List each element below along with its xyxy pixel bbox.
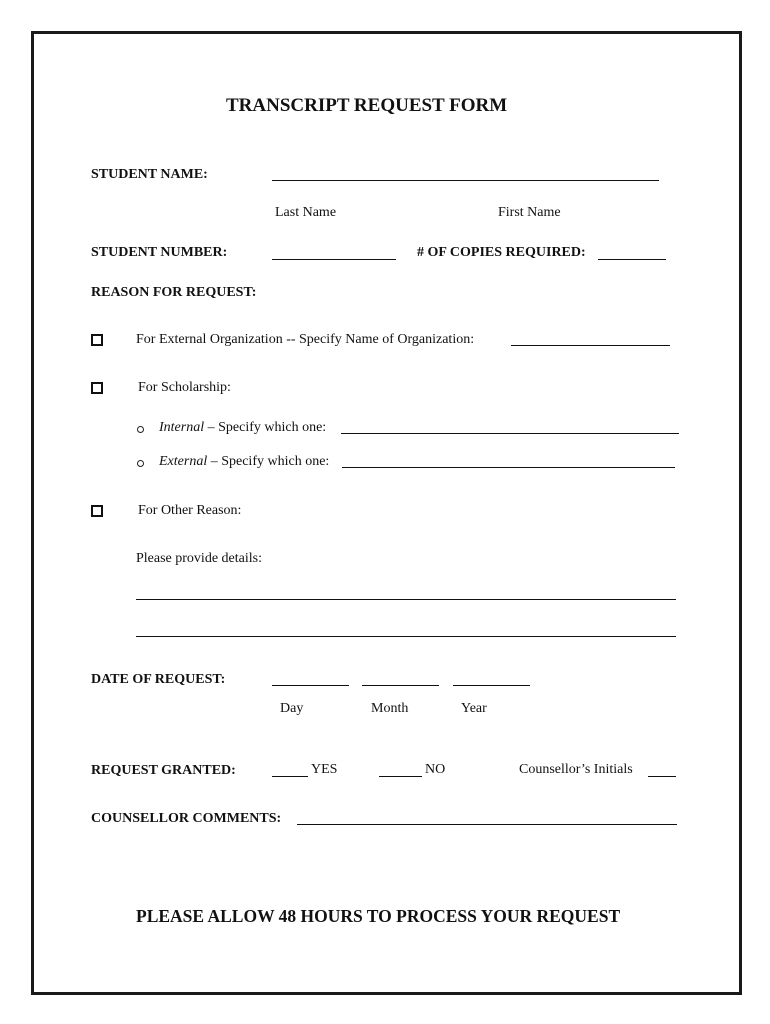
other-reason-checkbox[interactable]	[91, 505, 103, 517]
external-bullet	[137, 460, 144, 467]
internal-emphasis: Internal	[159, 420, 205, 435]
copies-label: # OF COPIES REQUIRED:	[417, 245, 586, 260]
external-scholarship-field[interactable]	[342, 467, 675, 468]
details-prompt: Please provide details:	[136, 551, 262, 566]
student-name-label: STUDENT NAME:	[91, 167, 208, 182]
internal-bullet	[137, 426, 144, 433]
form-title: TRANSCRIPT REQUEST FORM	[226, 95, 508, 116]
student-number-field[interactable]	[272, 259, 396, 260]
day-hint: Day	[280, 701, 304, 716]
external-specify-text: – Specify which one:	[207, 454, 330, 469]
external-emphasis: External	[159, 454, 208, 469]
date-label: DATE OF REQUEST:	[91, 672, 226, 687]
other-reason-label: For Other Reason:	[138, 503, 242, 518]
year-hint: Year	[461, 701, 487, 716]
comments-field[interactable]	[297, 824, 677, 825]
processing-notice: PLEASE ALLOW 48 HOURS TO PROCESS YOUR REQUEST	[136, 906, 621, 926]
no-label: NO	[425, 762, 446, 777]
internal-scholarship-label	[159, 421, 326, 435]
yes-label: YES	[311, 762, 338, 777]
year-field[interactable]	[453, 685, 530, 686]
initials-label: Counsellor’s Initials	[519, 762, 633, 777]
granted-label: REQUEST GRANTED:	[91, 763, 236, 778]
month-field[interactable]	[362, 685, 439, 686]
first-name-hint: First Name	[498, 205, 561, 220]
details-line-1[interactable]	[136, 599, 676, 600]
yes-field[interactable]	[272, 776, 308, 777]
external-org-label: For External Organization -- Specify Name of Organization:	[136, 332, 475, 347]
external-scholarship-label	[159, 455, 329, 469]
external-org-checkbox[interactable]	[91, 334, 103, 346]
student-name-field[interactable]	[272, 180, 659, 181]
organization-name-field[interactable]	[511, 345, 670, 346]
no-field[interactable]	[379, 776, 422, 777]
details-line-2[interactable]	[136, 636, 676, 637]
last-name-hint: Last Name	[275, 205, 337, 220]
day-field[interactable]	[272, 685, 349, 686]
month-hint: Month	[371, 701, 409, 716]
reason-label: REASON FOR REQUEST:	[91, 285, 257, 300]
copies-field[interactable]	[598, 259, 666, 260]
internal-scholarship-field[interactable]	[341, 433, 679, 434]
comments-label: COUNSELLOR COMMENTS:	[91, 811, 282, 826]
internal-specify-text: – Specify which one:	[204, 420, 327, 435]
initials-field[interactable]	[648, 776, 676, 777]
student-number-label: STUDENT NUMBER:	[91, 245, 228, 260]
scholarship-checkbox[interactable]	[91, 382, 103, 394]
scholarship-label: For Scholarship:	[138, 380, 231, 395]
